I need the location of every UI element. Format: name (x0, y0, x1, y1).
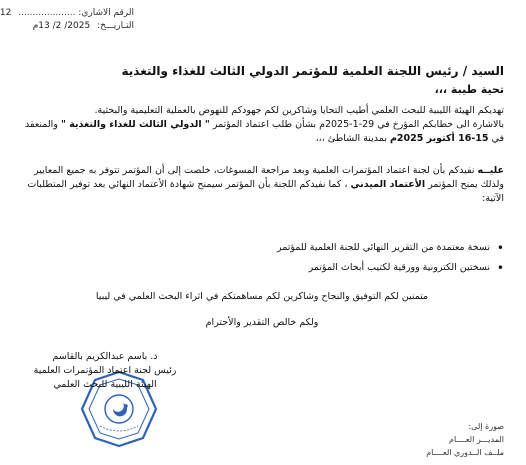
date-label: التـاريـــخ: (97, 21, 134, 31)
requirements-list (190, 238, 504, 278)
signatory-name: د. باسم عبدالكريم بالقاسم (52, 351, 158, 362)
signature-block (20, 350, 190, 392)
reference-block (0, 7, 134, 33)
closing-regards: ولكم خالص التقدير والأحترام (205, 317, 319, 328)
copy-recipient: ملــف الــدوري العــــام (426, 448, 504, 457)
decision-text-1: نفيدكم بأن لجنة اعتماد المؤتمرات العلمية وبعد مراجعة المسوغات، خلصت إلى أن المؤتمر تتوفر به جميع المعايير ولذلك يمنح المؤتمر (34, 165, 504, 190)
list-item: • نسخة معتمدة من التقرير النهائي للجنة العلمية للمؤتمر (190, 238, 490, 258)
decision-lead-word: عليــه (477, 165, 504, 176)
intro-line-3-pre: والمنعقد في (25, 119, 504, 144)
addressee-line: السيد / رئيس اللجنة العلمية للمؤتمر الدولي الثالث للغذاء والتغذية (121, 64, 504, 78)
reference-number-value: 12 (0, 8, 12, 18)
intro-line-1: تهديكم الهيئة الليبية للبحث العلمي أطيب التحايا وشاكرين لكم جهودكم للنهوض بالعملية التعليمية والبحثية. (94, 105, 504, 116)
intro-line-3-post: بمدينة الشاطئ ،،، (315, 133, 390, 144)
reference-number-label: الرقم الاشاري: .................... (18, 8, 134, 18)
date-value: 2025/ 2/ 13م (32, 21, 91, 31)
conference-dates: 15-16 أكتوبر 2025م (389, 133, 489, 144)
copies-to-block (384, 420, 504, 459)
conference-name: " الدولي الثالث للغذاء والتغذية " (60, 119, 210, 130)
decision-paragraph (20, 164, 504, 206)
intro-line-2: بالاشارة الى خطابكم المؤرخ في 29-1-2025م بشأن طلب اعتماد المؤتمر (209, 119, 504, 130)
closing-wishes: متمنين لكم التوفيق والنجاح وشاكرين لكم مساهمتكم في اثراء البحث العلمي في ليبيا (95, 291, 429, 302)
intro-paragraph (20, 104, 504, 146)
copies-to-label: صورة إلى: (468, 422, 504, 431)
signatory-title: رئيس لجنة اعتماد المؤتمرات العلمية (33, 365, 177, 376)
greeting: تحية طيبة ،،، (434, 83, 504, 96)
decision-text-2: ، كما نفيدكم اللجنة بأن المؤتمر سيمنح شهادة الأعتماد النهائي بعد توفير المتطلبات الآتية: (27, 179, 504, 204)
copy-recipient: المديـــر العــــام (449, 435, 504, 444)
reference-number-line (0, 7, 134, 20)
list-item: • نسختين الكترونية وورقية لكتيب أبحاث المؤتمر (190, 258, 490, 278)
accreditation-type: الأعتماد الميدني (350, 179, 426, 190)
signatory-organization: الهيئة الليبية للبحث العلمي (53, 379, 157, 390)
date-line (0, 20, 134, 33)
